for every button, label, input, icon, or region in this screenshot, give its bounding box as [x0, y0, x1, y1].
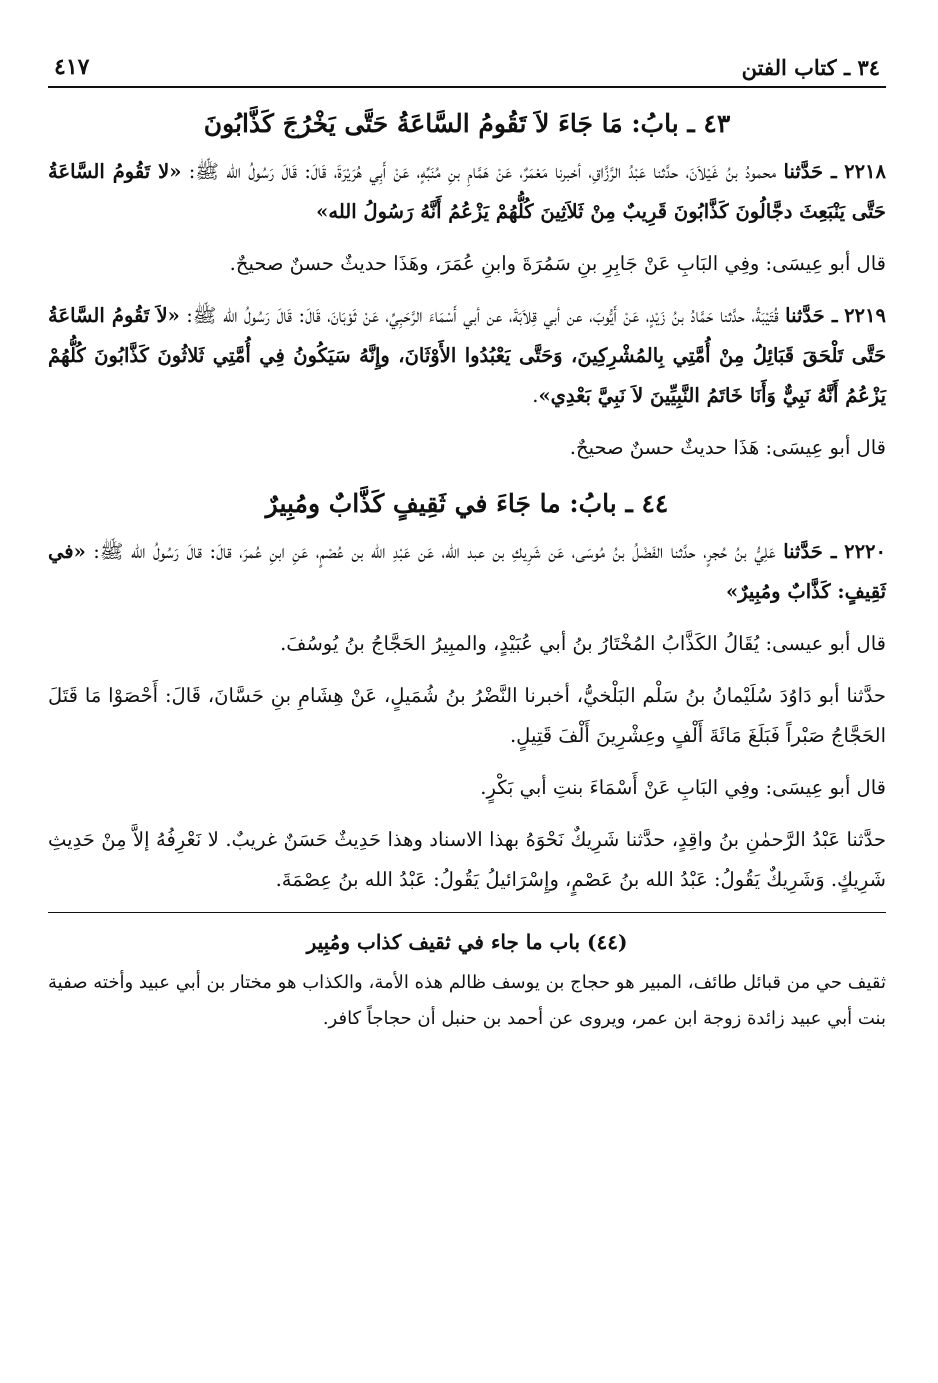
hadith-isnad: قُتَيْبَةُ، حدَّثنا حَمَّادُ بنُ زَيْدٍ، عَنْ أَيُّوبَ، عن أبي قِلاَبَةَ، عن أبي أَسْمَاءَ الرَّحَبِيِّ، عَنْ ثَوْبَانَ، قَالَ: قَالَ رَسُولُ الله ﷺ: — [179, 304, 779, 327]
tirmidhi-comment-1: قال أبو عِيسَى: وفِي البَابِ عَنْ جَابِرِ بنِ سَمُرَةَ وابنِ عُمَرَ، وهَذَا حديثٌ حسنٌ صحيحٌ. — [229, 252, 886, 275]
hadith-isnad: محمودُ بنُ غَيْلاَنَ، حدَّثنا عَبْدُ الرَّزَّاقِ، أخبرنا مَعْمَرٌ، عَنْ هَمَّامِ بنِ مُنَبِّهٍ، عَنْ أَبِي هُرَيْرَةَ، قَالَ: قَالَ رَسُولُ الله ﷺ: — [181, 160, 777, 183]
hadith-number: ٢٢٢٠ — [844, 540, 887, 563]
footnote-title: (٤٤) باب ما جاء في ثقيف كذاب ومُبِير — [306, 930, 628, 954]
tirmidhi-comment-3: قال أبو عيسى: يُقَالُ الكَذَّابُ المُخْتَارُ بنُ أبي عُبَيْدٍ، والمبِيرُ الحَجَّاجُ بنُ يُوسُفَ. — [280, 632, 886, 655]
narration-paragraph-5: حدَّثنا عَبْدُ الرَّحمٰنِ بنُ واقِدٍ، حدَّثنا شَرِيكٌ نَحْوَهُ بهذا الاسناد وهذا حَدِيثٌ حَسَنٌ غريبٌ. لا نَعْرِفُهُ إلاَّ مِنْ حَدِيثِ شَرِيكٍ. وَشَرِيكٌ يَقُولُ: عَبْدُ الله بنُ عَصْمٍ، وإِسْرَائيلُ يَقُولُ: عَبْدُ الله بنُ عِصْمَةَ. — [48, 828, 886, 891]
hadith-2220 — [48, 532, 886, 612]
chapter-heading-44: ٤٤ ـ بابُ: ما جَاءَ في ثَقِيفٍ كَذَّابٌ ومُبِيرٌ — [265, 489, 669, 518]
chapter-heading-43: ٤٣ ـ بابُ: مَا جَاءَ لاَ تَقُومُ السَّاعَةُ حَتَّى يَخْرُجَ كَذَّابُونَ — [203, 109, 731, 138]
tirmidhi-comment-4: قال أبو عِيسَى: وفِي البَابِ عَنْ أَسْمَاءَ بنتِ أبي بَكْرٍ. — [480, 776, 886, 799]
running-header — [48, 54, 886, 88]
chapter-title: ٣٤ ـ كتاب الفتن — [741, 55, 880, 80]
footnote-text: ثقيف حي من قبائل طائف، المبير هو حجاج بن يوسف ظالم هذه الأمة، والكذاب هو مختار بن أبي عبيد وأخته صفية بنت أبي عبيد زائدة زوجة ابن عمر، ويروى عن أحمد بن حنبل أن حجاجاً كافر. — [48, 972, 886, 1029]
hadith-matn: «في ثَقِيفٍ: كَذَّابٌ ومُبِيرٌ» — [48, 540, 886, 603]
hadith-2219 — [48, 296, 886, 416]
hadith-number: ٢٢١٨ — [844, 160, 886, 183]
tirmidhi-comment-2: قال أبو عِيسَى: هَذَا حديثٌ حسنٌ صحيحٌ. — [569, 436, 886, 459]
hadith-matn: «لاَ تَقُومُ السَّاعَةُ حَتَّى تَلْحَقَ قَبَائِلُ مِنْ أُمَّتِي بِالمُشْرِكِينَ، وَحَتَّى يَعْبُدُوا الأَوْثَانَ، وإِنَّهُ سَيَكُونُ فِي أُمَّتِي ثَلاثُونَ كَذَّابُونَ كُلُّهُمْ يَزْعُمُ أَنَّهُ نَبِيٌّ وَأَنَا خَاتَمُ النَّبِيِّينَ لاَ نَبِيَّ بَعْدِي» — [48, 304, 886, 407]
narration-paragraph-4: حدَّثنا أبو دَاوُدَ سُلَيْمانُ بنُ سَلْم البَلْخيُّ، أخبرنا النَّضْرُ بنُ شُمَيلٍ، عَنْ هِشَامِ بنِ حَسَّانَ، قَالَ: أَحْصَوْا مَا قَتَلَ الحَجَّاجُ صَبْراً فَبَلَغَ مَائَةَ أَلْفٍ وعِشْرِينَ أَلْفَ قَتِيلٍ. — [48, 684, 886, 747]
hadith-isnad: عَلِيُّ بنُ حُجرٍ، حدَّثنا الفَضْلُ بنُ مُوسَى، عَن شَرِيكِ بن عبد الله، عَن عَبْدِ الله بن عُصْمٍ، عَنِ ابنِ عُمرَ، قالَ: قالَ رَسُولُ الله ﷺ: — [85, 540, 776, 563]
footnote-divider — [48, 912, 886, 913]
hadith-matn: «لا تَقُومُ السَّاعَةُ حَتَّى يَنْبَعِثَ دجَّالُونَ كَذَّابُونَ قَرِيبٌ مِنْ ثَلاَثِينَ كُلُّهُمْ يَزْعُمُ أَنَّهُ رَسُولُ الله» — [48, 160, 886, 223]
hadith-opener: ـ حَدَّثنا — [783, 540, 837, 563]
page-number: ٤١٧ — [54, 54, 90, 80]
hadith-2218 — [48, 152, 886, 232]
hadith-number: ٢٢١٩ — [844, 304, 886, 327]
hadith-opener: ـ حَدَّثنا — [785, 304, 838, 327]
hadith-opener: ـ حَدَّثنا — [783, 160, 837, 183]
hadith-tail: . — [532, 384, 539, 407]
